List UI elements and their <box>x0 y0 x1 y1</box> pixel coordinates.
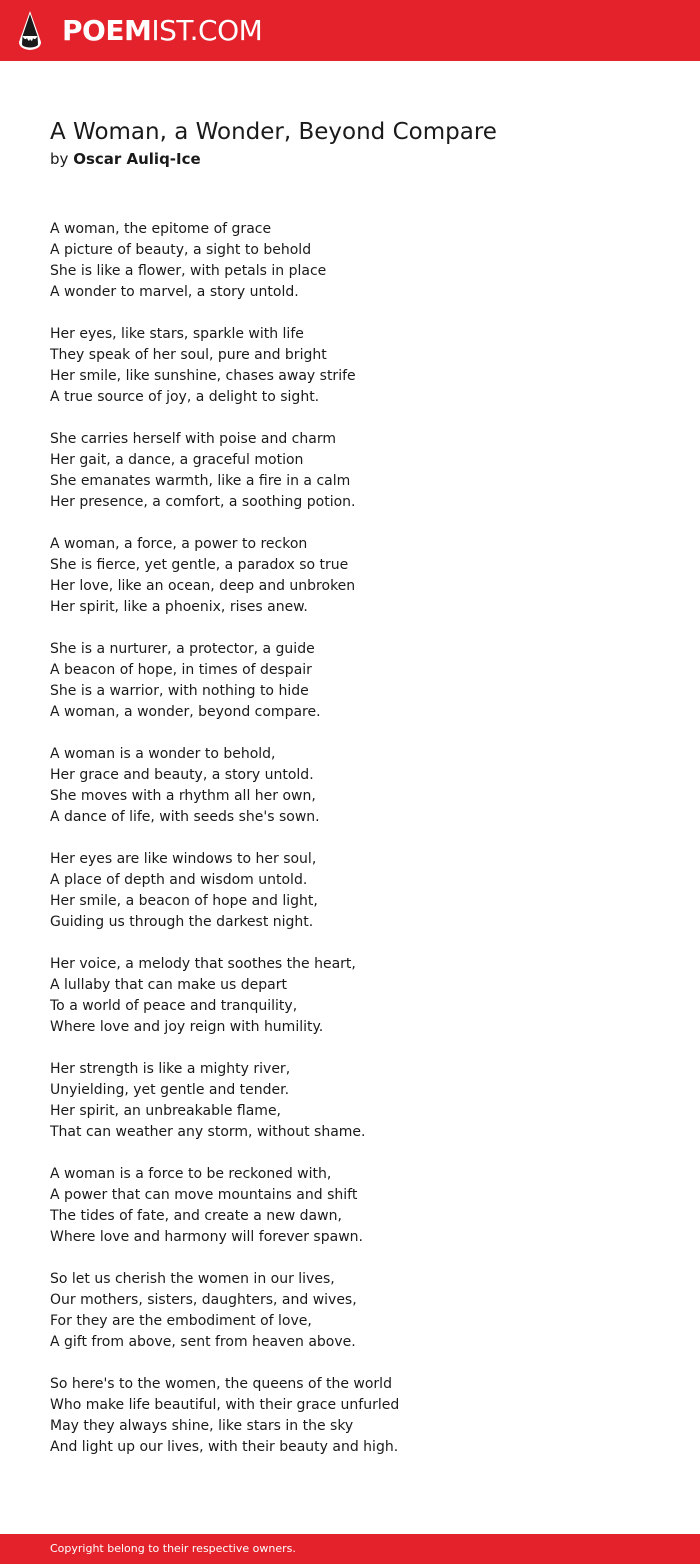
poem-line: Her spirit, like a phoenix, rises anew. <box>50 599 308 615</box>
brand-light: IST.COM <box>151 14 263 47</box>
poem-stanza <box>50 219 670 303</box>
poem-stanza <box>50 1269 670 1353</box>
poem-line: Her spirit, an unbreakable flame, <box>50 1103 282 1119</box>
poem-line: A wonder to marvel, a story untold. <box>50 284 299 300</box>
poem-stanza <box>50 534 670 618</box>
poem-stanza <box>50 744 670 828</box>
poem-line: Our mothers, sisters, daughters, and wives, <box>50 1292 357 1308</box>
poem-line: Her grace and beauty, a story untold. <box>50 767 314 783</box>
poem-line: A beacon of hope, in times of despair <box>50 662 312 678</box>
poem-stanza <box>50 639 670 723</box>
brand-bold: POEM <box>62 14 152 47</box>
poem-line: To a world of peace and tranquility, <box>50 998 298 1014</box>
poem-line: Her love, like an ocean, deep and unbroken <box>50 578 356 594</box>
poem-stanza <box>50 324 670 408</box>
poem-line: A gift from above, sent from heaven above. <box>50 1334 356 1350</box>
poem-line: She carries herself with poise and charm <box>50 431 336 447</box>
poem-line: So here's to the women, the queens of the world <box>50 1376 392 1392</box>
poem-line: A dance of life, with seeds she's sown. <box>50 809 320 825</box>
poem-line: Her presence, a comfort, a soothing potion. <box>50 494 356 510</box>
poem-line: A place of depth and wisdom untold. <box>50 872 308 888</box>
poem-body <box>50 219 670 1479</box>
poem-line: May they always shine, like stars in the sky <box>50 1418 354 1434</box>
poem-line: A woman, a force, a power to reckon <box>50 536 308 552</box>
poem-line: A picture of beauty, a sight to behold <box>50 242 312 258</box>
poem-line: Her eyes, like stars, sparkle with life <box>50 326 304 342</box>
poem-line: She is a nurturer, a protector, a guide <box>50 641 315 657</box>
poem-line: She moves with a rhythm all her own, <box>50 788 316 804</box>
poem-line: A lullaby that can make us depart <box>50 977 287 993</box>
poem-stanza <box>50 429 670 513</box>
poem-line: And light up our lives, with their beauty and high. <box>50 1439 399 1455</box>
byline <box>50 148 201 170</box>
poem-line: She is a warrior, with nothing to hide <box>50 683 309 699</box>
poem-stanza <box>50 1059 670 1143</box>
poem-line: Her smile, like sunshine, chases away strife <box>50 368 356 384</box>
poem-line: Her smile, a beacon of hope and light, <box>50 893 318 909</box>
poem-stanza <box>50 1374 670 1458</box>
poem-line: A woman is a force to be reckoned with, <box>50 1166 332 1182</box>
poem-line: Guiding us through the darkest night. <box>50 914 314 930</box>
poem-line: They speak of her soul, pure and bright <box>50 347 327 363</box>
poem-line: Where love and harmony will forever spawn. <box>50 1229 363 1245</box>
site-header <box>0 0 700 61</box>
pencil-tip-icon[interactable] <box>17 10 43 51</box>
poem-line: Where love and joy reign with humility. <box>50 1019 324 1035</box>
poem-line: Who make life beautiful, with their grace unfurled <box>50 1397 400 1413</box>
poem-line: A woman is a wonder to behold, <box>50 746 276 762</box>
poem-line: Her strength is like a mighty river, <box>50 1061 291 1077</box>
poem-line: The tides of fate, and create a new dawn, <box>50 1208 342 1224</box>
poem-line: Her gait, a dance, a graceful motion <box>50 452 304 468</box>
poem-line: So let us cherish the women in our lives, <box>50 1271 335 1287</box>
poem-line: A power that can move mountains and shift <box>50 1187 358 1203</box>
poem-stanza <box>50 1164 670 1248</box>
by-label: by <box>50 150 69 168</box>
site-footer <box>0 1534 700 1564</box>
poem-line: A woman, the epitome of grace <box>50 221 272 237</box>
poem-line: For they are the embodiment of love, <box>50 1313 312 1329</box>
poem-line: Her voice, a melody that soothes the heart, <box>50 956 356 972</box>
poem-line: A true source of joy, a delight to sight. <box>50 389 320 405</box>
poem-stanza <box>50 954 670 1038</box>
poem-line: Unyielding, yet gentle and tender. <box>50 1082 290 1098</box>
copyright-text: Copyright belong to their respective owners. <box>50 1542 296 1555</box>
poem-line: Her eyes are like windows to her soul, <box>50 851 317 867</box>
poem-stanza <box>50 849 670 933</box>
poem-line: That can weather any storm, without shame. <box>50 1124 366 1140</box>
poem-line: She is fierce, yet gentle, a paradox so true <box>50 557 349 573</box>
poem-line: She emanates warmth, like a fire in a calm <box>50 473 351 489</box>
poem-title: A Woman, a Wonder, Beyond Compare <box>50 119 497 145</box>
poem-line: She is like a flower, with petals in place <box>50 263 327 279</box>
site-logo[interactable] <box>62 13 262 49</box>
poem-line: A woman, a wonder, beyond compare. <box>50 704 321 720</box>
author-name: Oscar Auliq-Ice <box>73 150 201 168</box>
